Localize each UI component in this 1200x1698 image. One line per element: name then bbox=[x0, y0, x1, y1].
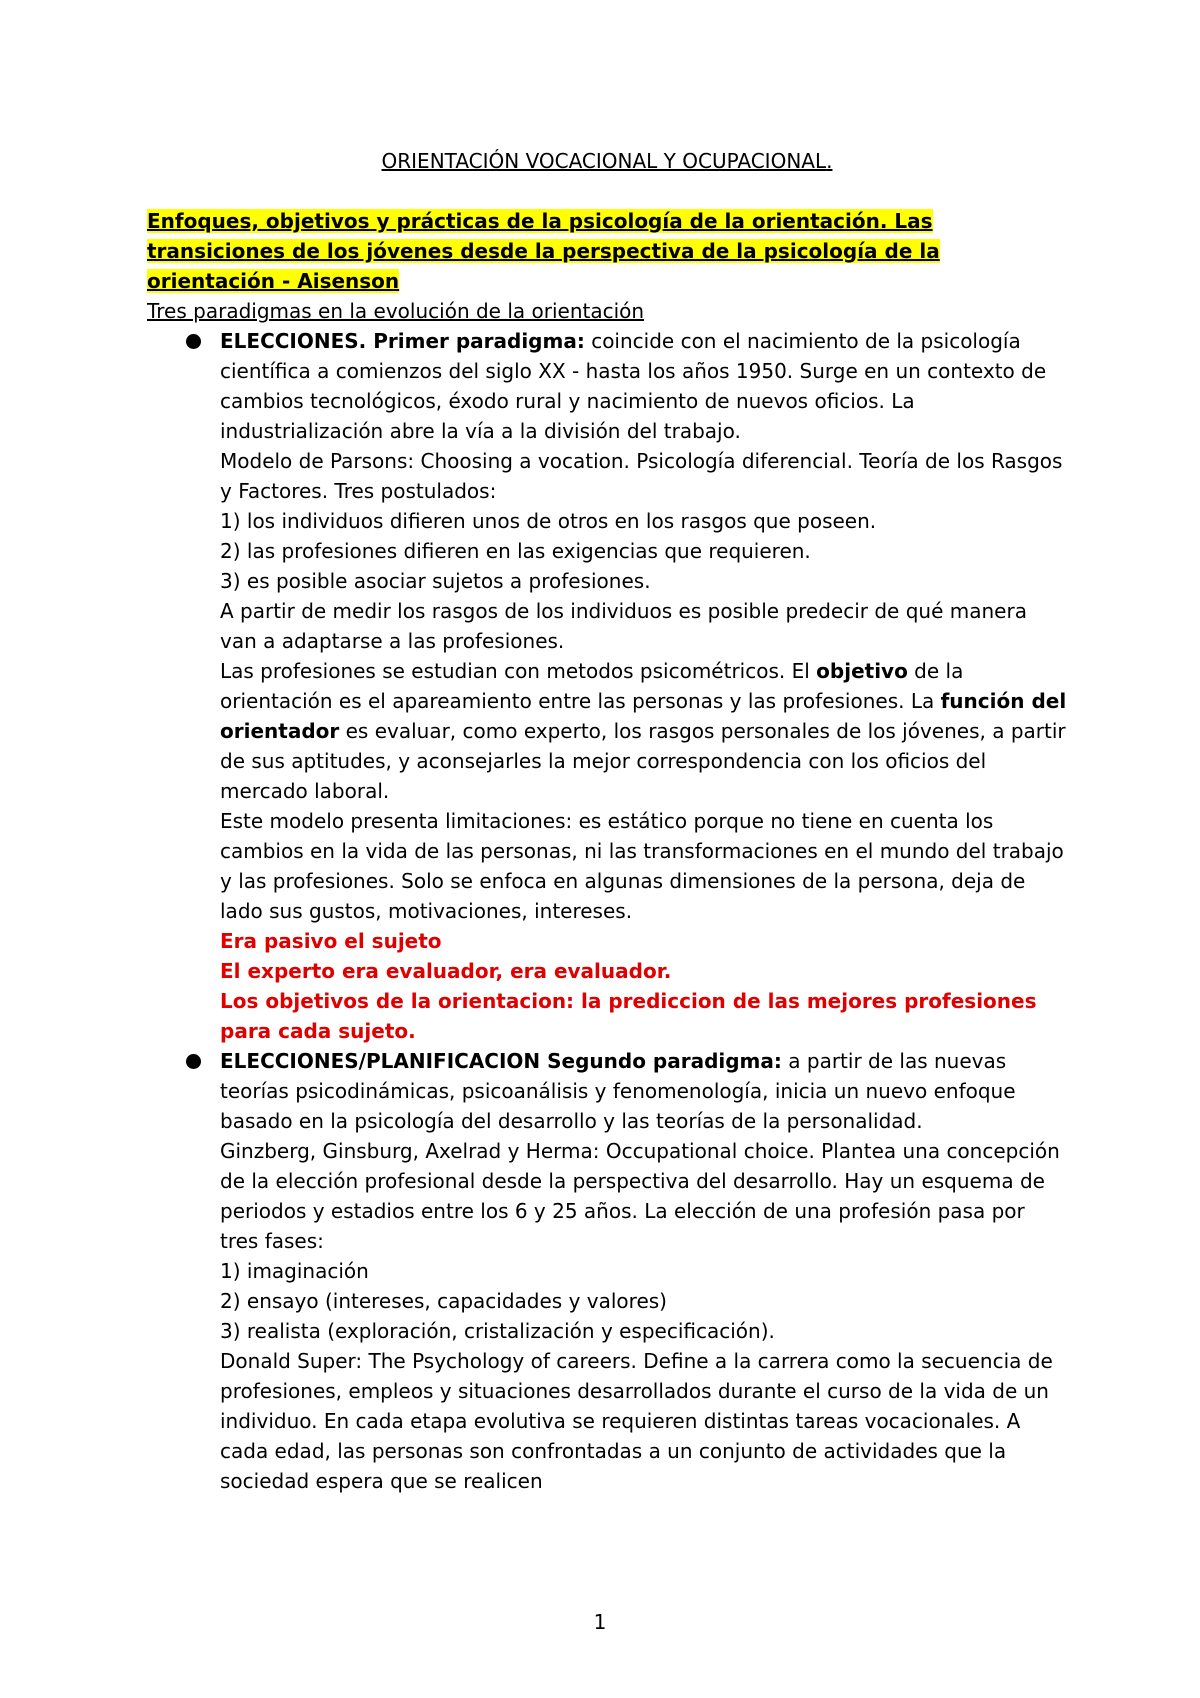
section-heading bbox=[147, 206, 1067, 296]
paragraph-super: Donald Super: The Psychology of careers. Define a la carrera como la secuencia de profesiones, empleos y situaciones desarrollados durante el curso de la vida de un individuo. En cada etapa evolutiva se requieren distintas tareas vocacionales. A cada edad, las personas son confrontadas a un conjunto de actividades que la sociedad espera que se realicen bbox=[220, 1349, 1053, 1493]
bold-funcion: función del orientador bbox=[220, 689, 1067, 743]
document-content bbox=[147, 146, 1067, 1496]
phase-1: 1) imaginación bbox=[220, 1259, 369, 1283]
page-number: 1 bbox=[593, 1610, 607, 1634]
list-item-primer-paradigma bbox=[147, 326, 1067, 1046]
highlighted-heading-text: Enfoques, objetivos y prácticas de la psicología de la orientación. Las transiciones de los jóvenes desde la perspectiva de la psicología de la orientación - Aisenson bbox=[147, 209, 940, 293]
phase-2: 2) ensayo (intereses, capacidades y valores) bbox=[220, 1289, 667, 1313]
title-period: . bbox=[826, 149, 833, 173]
bold-objetivo: objetivo bbox=[816, 659, 908, 683]
bold-label: ELECCIONES/PLANIFICACION Segundo paradigma: bbox=[220, 1049, 782, 1073]
bold-label: ELECCIONES. Primer paradigma: bbox=[220, 329, 585, 353]
paragraph-parsons: Modelo de Parsons: Choosing a vocation. Psicología diferencial. Teoría de los Rasgos y Factores. Tres postulados: bbox=[220, 449, 1063, 503]
paragraph-profesiones bbox=[220, 656, 1067, 806]
postulate-1: 1) los individuos difieren unos de otros en los rasgos que poseen. bbox=[220, 509, 877, 533]
paragraph-ginzberg: Ginzberg, Ginsburg, Axelrad y Herma: Occupational choice. Plantea una concepción de la elección profesional desde la perspectiva del desarrollo. Hay un esquema de periodos y estadios entre los 6 y 25 años. La elección de una profesión pasa por tres fases: bbox=[220, 1139, 1060, 1253]
paradigm-list bbox=[147, 326, 1067, 1496]
title-text: ORIENTACIÓN VOCACIONAL Y OCUPACIONAL bbox=[381, 149, 827, 173]
text: de la orientación es el apareamiento entre las personas y las profesiones. La bbox=[220, 659, 964, 713]
text: Las profesiones se estudian con metodos psicométricos. El bbox=[220, 659, 817, 683]
paragraph-intro bbox=[220, 1046, 1067, 1136]
phase-3: 3) realista (exploración, cristalización y especificación). bbox=[220, 1319, 775, 1343]
document-title bbox=[147, 146, 1067, 176]
intro-text: a partir de las nuevas teorías psicodinámicas, psicoanálisis y fenomenología, inicia un nuevo enfoque basado en la psicología del desarrollo y las teorías de la personalidad. bbox=[220, 1049, 1016, 1133]
text: es evaluar, como experto, los rasgos personales de los jóvenes, a partir de sus aptitudes, y aconsejarles la mejor correspondencia con los oficios del mercado laboral. bbox=[220, 719, 1066, 803]
red-note-2: El experto era evaluador, era evaluador. bbox=[220, 959, 672, 983]
postulate-2: 2) las profesiones difieren en las exigencias que requieren. bbox=[220, 539, 811, 563]
list-item-segundo-paradigma bbox=[147, 1046, 1067, 1496]
paragraph-medir: A partir de medir los rasgos de los individuos es posible predecir de qué manera van a adaptarse a las profesiones. bbox=[220, 599, 1027, 653]
paragraph-intro bbox=[220, 326, 1067, 446]
red-note-1: Era pasivo el sujeto bbox=[220, 929, 442, 953]
subheading: Tres paradigmas en la evolución de la orientación bbox=[147, 299, 645, 323]
paragraph-limitaciones: Este modelo presenta limitaciones: es estático porque no tiene en cuenta los cambios en la vida de las personas, ni las transformaciones en el mundo del trabajo y las profesiones. Solo se enfoca en algunas dimensiones de la persona, deja de lado sus gustos, motivaciones, intereses. bbox=[220, 809, 1064, 923]
red-note-3: Los objetivos de la orientacion: la prediccion de las mejores profesiones para cada sujeto. bbox=[220, 989, 1037, 1043]
postulate-3: 3) es posible asociar sujetos a profesiones. bbox=[220, 569, 651, 593]
intro-text: coincide con el nacimiento de la psicología científica a comienzos del siglo XX - hasta los años 1950. Surge en un contexto de cambios tecnológicos, éxodo rural y nacimiento de nuevos oficios. La industrialización abre la vía a la división del trabajo. bbox=[220, 329, 1047, 443]
